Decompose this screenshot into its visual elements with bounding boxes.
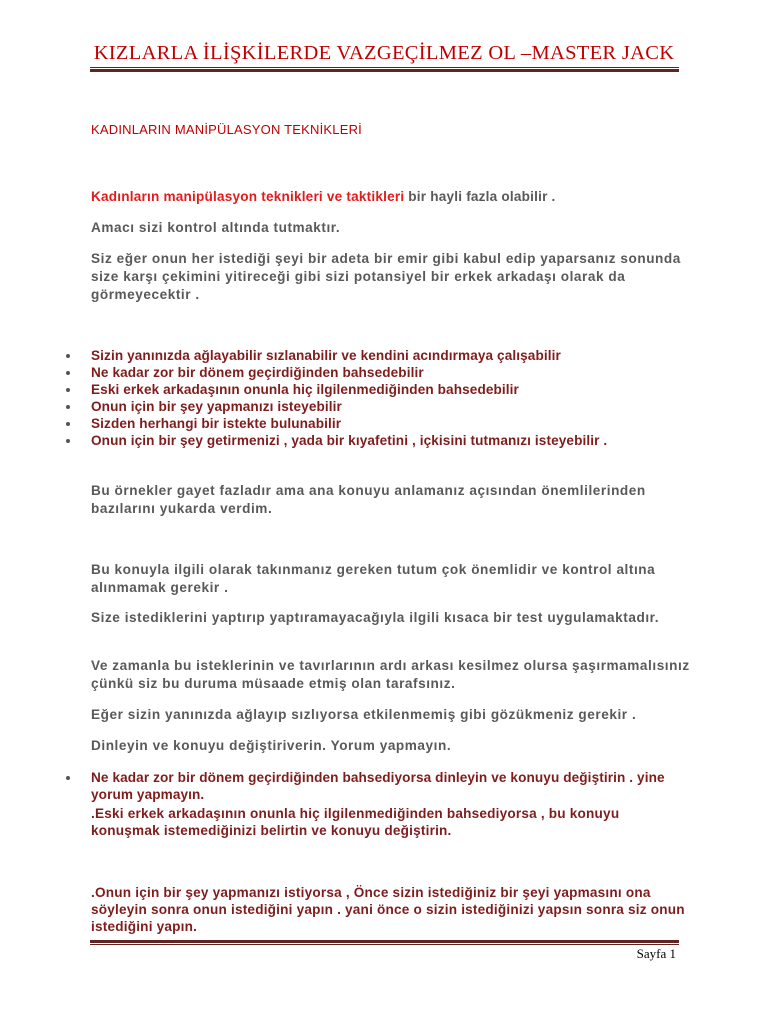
bullet-icon — [66, 776, 70, 780]
page-number: Sayfa 1 — [636, 946, 676, 961]
paragraph-test: Size istediklerini yaptırıp yaptıramayacağıyla ilgili kısaca bir test uygulamaktadır. — [91, 610, 660, 625]
list-item: Onun için bir şey yapmanızı isteyebilir — [66, 398, 686, 415]
header-rule-thin — [90, 67, 679, 68]
list-item: Sizin yanınızda ağlayabilir sızlanabilir ve kendini acındırmaya çalışabilir — [66, 347, 686, 364]
paragraph-request: .Onun için bir şey yapmanızı istiyorsa , Önce sizin istediğiniz bir şeyi yapmasını ona söyleyin sonra onun istediğini yapın . yani önce o sizin istediğinizi yapsın sonra siz onun istediğini yapın. — [91, 885, 685, 934]
list-item: Ne kadar zor bir dönem geçirdiğinden bahsedebilir — [66, 364, 686, 381]
bullet-icon — [66, 388, 70, 392]
section-heading: KADINLARIN MANİPÜLASYON TEKNİKLERİ — [91, 122, 362, 137]
document-header-title: KIZLARLA İLİŞKİLERDE VAZGEÇİLMEZ OL –MASTER JACK — [93, 42, 675, 64]
list-item: Onun için bir şey getirmenizi , yada bir kıyafetini , içkisini tutmanızı isteyebilir . — [66, 432, 686, 449]
footer-rule-thick — [90, 940, 679, 943]
intro-paragraph — [91, 188, 691, 206]
tactics-list — [66, 347, 686, 449]
paragraph-warning: Siz eğer onun her istediği şeyi bir adeta bir emir gibi kabul edip yaparsanız sonunda size karşı çekimini yitireceği gibi sizi potansiyel bir erkek arkadaşı olarak da görmeyecektir . — [91, 251, 681, 302]
intro-rest: bir hayli fazla olabilir . — [404, 189, 556, 204]
list-item: Eski erkek arkadaşının onunla hiç ilgilenmediğinden bahsedebilir — [66, 381, 686, 398]
list-item: Ne kadar zor bir dönem geçirdiğinden bahsediyorsa dinleyin ve konuyu değiştirin . yine yorum yapmayın. — [66, 769, 686, 803]
paragraph-consequence: Ve zamanla bu isteklerinin ve tavırlarının ardı arkası kesilmez olursa şaşırmamalısınız çünkü siz bu duruma müsaade etmiş olan tarafsınız. — [91, 658, 690, 691]
paragraph-listen: Dinleyin ve konuyu değiştiriverin. Yorum yapmayın. — [91, 738, 452, 753]
paragraph-purpose: Amacı sizi kontrol altında tutmaktır. — [91, 220, 341, 235]
bullet-icon — [66, 371, 70, 375]
footer-rule-thin — [90, 944, 679, 945]
paragraph-ex-boyfriend: .Eski erkek arkadaşının onunla hiç ilgilenmediğinden bahsediyorsa , bu konuyu konuşmak istemediğinizi belirtin ve konuyu değiştirin. — [91, 806, 620, 838]
advice-list — [66, 769, 686, 803]
bullet-icon — [66, 405, 70, 409]
paragraph-crying: Eğer sizin yanınızda ağlayıp sızlıyorsa etkilenmemiş gibi gözükmeniz gerekir . — [91, 707, 637, 722]
header-rule-thick — [90, 69, 679, 72]
bullet-icon — [66, 422, 70, 426]
paragraph-attitude: Bu konuyla ilgili olarak takınmanız gereken tutum çok önemlidir ve kontrol altına alınmamak gerekir . — [91, 562, 656, 595]
bullet-icon — [66, 439, 70, 443]
intro-highlight: Kadınların manipülasyon teknikleri ve taktikleri — [91, 189, 405, 204]
bullet-icon — [66, 354, 70, 358]
list-item: Sizden herhangi bir istekte bulunabilir — [66, 415, 686, 432]
paragraph-examples: Bu örnekler gayet fazladır ama ana konuyu anlamanız açısından önemlilerinden bazılarını yukarda verdim. — [91, 483, 646, 516]
